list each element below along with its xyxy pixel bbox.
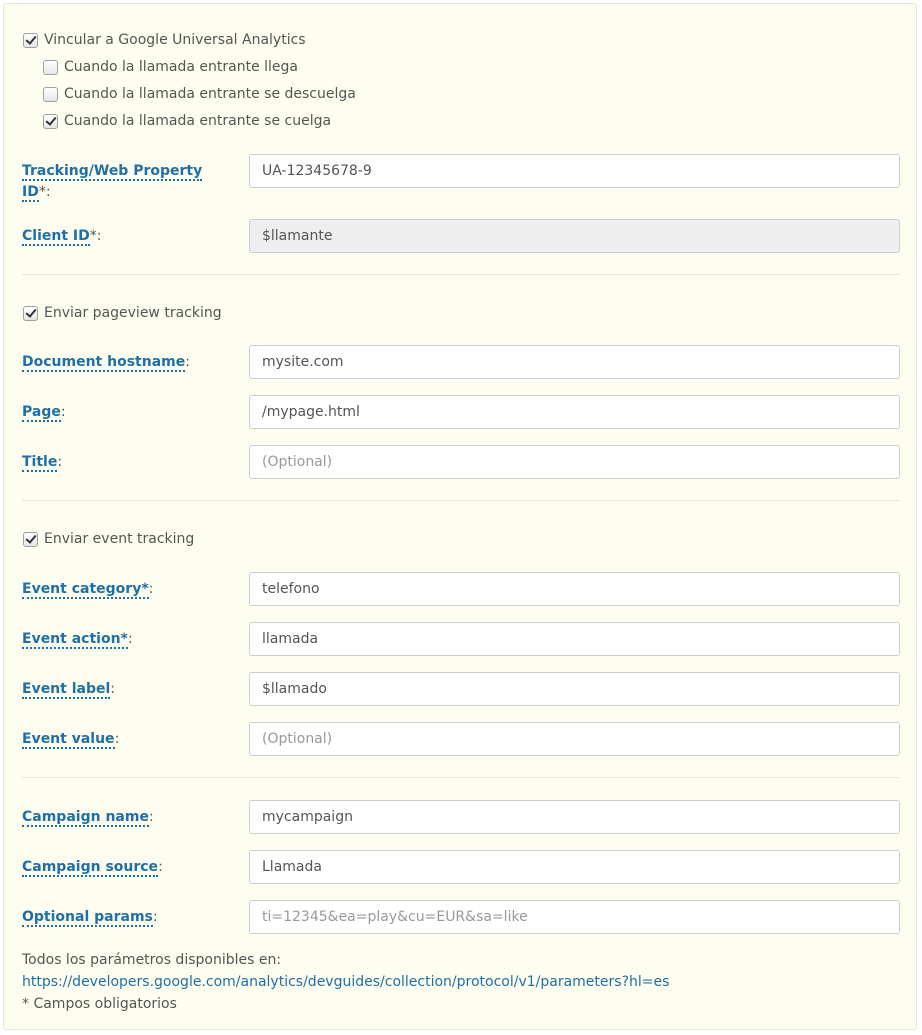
trigger-answered-label: Cuando la llamada entrante se descuelga — [64, 86, 356, 102]
title-label — [22, 452, 212, 473]
page-suffix: : — [60, 404, 66, 420]
hostname-label — [22, 352, 212, 373]
title-suffix: : — [57, 454, 63, 470]
divider — [22, 777, 900, 778]
pageview-checkbox[interactable] — [23, 306, 38, 321]
event-action-label-text: Event action* — [22, 631, 128, 647]
event-checkbox[interactable] — [23, 532, 38, 547]
required-fields-note: * Campos obligatorios — [22, 996, 177, 1012]
event-value-input[interactable] — [249, 722, 900, 756]
client-id-input[interactable] — [249, 219, 900, 253]
params-link-wrapper — [22, 971, 669, 993]
event-label-input[interactable] — [249, 672, 900, 706]
optional-params-label — [22, 907, 212, 928]
hostname-input[interactable] — [249, 345, 900, 379]
campaign-source-label — [22, 857, 212, 878]
optional-params-input[interactable] — [249, 900, 900, 934]
ga-link-option[interactable] — [23, 30, 306, 50]
trigger-arrives-label: Cuando la llamada entrante llega — [64, 59, 299, 75]
tracking-id-input[interactable] — [249, 154, 900, 188]
event-category-input[interactable] — [249, 572, 900, 606]
campaign-name-input[interactable] — [249, 800, 900, 834]
params-help-text: Todos los parámetros disponibles en: — [22, 952, 282, 968]
event-label-label — [22, 679, 212, 700]
campaign-source-suffix: : — [158, 859, 163, 875]
hostname-suffix: : — [185, 354, 190, 370]
event-value-label — [22, 729, 212, 750]
page-input[interactable] — [249, 395, 900, 429]
divider — [22, 500, 900, 501]
campaign-name-suffix: : — [148, 809, 154, 825]
event-value-suffix: : — [114, 731, 120, 747]
tracking-id-label-line1: Tracking/Web Property — [22, 163, 203, 179]
analytics-settings-panel — [3, 3, 917, 1030]
event-action-suffix: : — [127, 631, 133, 647]
trigger-option-answered[interactable] — [43, 84, 356, 104]
trigger-hangup-checkbox[interactable] — [43, 114, 58, 129]
hostname-label-text: Document hostname — [22, 354, 186, 370]
event-action-label — [22, 629, 212, 650]
client-id-label — [22, 226, 212, 247]
trigger-arrives-checkbox[interactable] — [43, 60, 58, 75]
campaign-source-input[interactable] — [249, 850, 900, 884]
ga-link-checkbox[interactable] — [23, 33, 38, 48]
event-label-suffix: : — [110, 681, 115, 697]
client-id-label-text: Client ID — [22, 228, 90, 244]
event-value-label-text: Event value — [22, 731, 115, 747]
optional-params-suffix: : — [152, 909, 158, 925]
ga-link-label: Vincular a Google Universal Analytics — [44, 32, 306, 48]
trigger-option-arrives[interactable] — [43, 57, 298, 77]
event-category-label — [22, 579, 212, 600]
title-input[interactable] — [249, 445, 900, 479]
page-label — [22, 402, 212, 423]
trigger-answered-checkbox[interactable] — [43, 87, 58, 102]
tracking-id-label — [22, 161, 212, 203]
pageview-label: Enviar pageview tracking — [44, 305, 222, 321]
optional-params-label-text: Optional params — [22, 909, 153, 925]
client-id-suffix: *: — [89, 228, 102, 244]
trigger-hangup-label: Cuando la llamada entrante se cuelga — [64, 113, 332, 129]
event-category-suffix: : — [148, 581, 154, 597]
title-label-text: Title — [22, 454, 58, 470]
pageview-option[interactable] — [23, 303, 222, 323]
tracking-id-label-line2: ID — [22, 184, 39, 200]
trigger-option-hangup[interactable] — [43, 111, 331, 131]
event-label-text: Enviar event tracking — [44, 531, 195, 547]
event-label-label-text: Event label — [22, 681, 111, 697]
params-link[interactable]: https://developers.google.com/analytics/devguides/collection/protocol/v1/parameters?hl=es — [22, 974, 670, 990]
event-category-label-text: Event category* — [22, 581, 149, 597]
tracking-id-suffix: *: — [38, 184, 51, 200]
divider — [22, 274, 900, 275]
event-action-input[interactable] — [249, 622, 900, 656]
campaign-source-label-text: Campaign source — [22, 859, 159, 875]
campaign-name-label-text: Campaign name — [22, 809, 149, 825]
campaign-name-label — [22, 807, 212, 828]
event-option[interactable] — [23, 529, 194, 549]
page-label-text: Page — [22, 404, 61, 420]
